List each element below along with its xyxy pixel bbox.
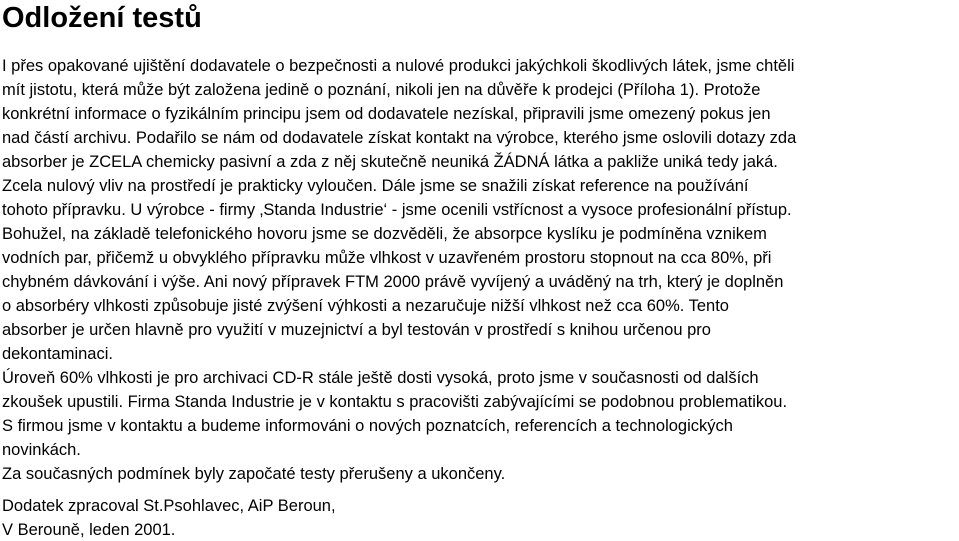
paragraph-line: novinkách. <box>2 441 81 459</box>
paragraph-line: mít jistotu, která může být založena jedině o poznání, nikoli jen na důvěře k prodejci (Příloha 1). Protože <box>2 81 761 99</box>
paragraph-line: Zcela nulový vliv na prostředí je prakticky vyloučen. Dále jsme se snažili získat reference na používání <box>2 177 749 195</box>
date-line: V Berouně, leden 2001. <box>2 521 176 539</box>
paragraph-line: vodních par, přičemž u obvyklého přípravku může vlhkost v uzavřeném prostoru stopnout na cca 80%, při <box>2 249 772 267</box>
paragraph-line: o absorbéry vlhkosti způsobuje jisté zvýšení výhkosti a nezaručuje nižší vlhkost než cca 60%. Tento <box>2 297 729 315</box>
paragraph-line: absorber je ZCELA chemicky pasivní a zda z něj skutečně neuniká ŽÁDNÁ látka a pakliže uniká tedy jaká. <box>2 153 778 171</box>
paragraph-line: Úroveň 60% vlhkosti je pro archivaci CD-R stále ještě dosti vysoká, proto jsme v současnosti od dalších <box>2 369 759 387</box>
paragraph-line: tohoto přípravku. U výrobce - firmy ‚Standa Industrie‘ - jsme ocenili vstřícnost a vysoce profesionální přístup. <box>2 201 792 219</box>
signature-line: Dodatek zpracoval St.Psohlavec, AiP Beroun, <box>2 497 336 515</box>
page-title: Odložení testů <box>2 2 202 34</box>
paragraph-line: konkrétní informace o fyzikálním principu jsem od dodavatele nezískal, připravili jsme omezený pokus jen <box>2 105 771 123</box>
paragraph-line: Za současných podmínek byly započaté testy přerušeny a ukončeny. <box>2 465 506 483</box>
paragraph-line: absorber je určen hlavně pro využití v muzejnictví a byl testován v prostředí s knihou určenou pro <box>2 321 711 339</box>
paragraph-line: Bohužel, na základě telefonického hovoru jsme se dozvěděli, že absorpce kyslíku je podmíněna vznikem <box>2 225 767 243</box>
paragraph-line: nad částí archivu. Podařilo se nám od dodavatele získat kontakt na výrobce, kterého jsme oslovili dotazy zda <box>2 129 797 147</box>
paragraph-line: zkoušek upustili. Firma Standa Industrie je v kontaktu s pracovišti zabývajícími se podobnou problematikou. <box>2 393 788 411</box>
paragraph-line: dekontaminaci. <box>2 345 113 363</box>
paragraph-line: chybném dávkování i výše. Ani nový přípravek FTM 2000 právě vyvíjený a uváděný na trh, který je doplněn <box>2 273 784 291</box>
paragraph-line: S firmou jsme v kontaktu a budeme informováni o nových poznatcích, referencích a technologických <box>2 417 733 435</box>
paragraph-line: I přes opakované ujištění dodavatele o bezpečnosti a nulové produkci jakýchkoli škodlivých látek, jsme chtěli <box>2 57 795 75</box>
